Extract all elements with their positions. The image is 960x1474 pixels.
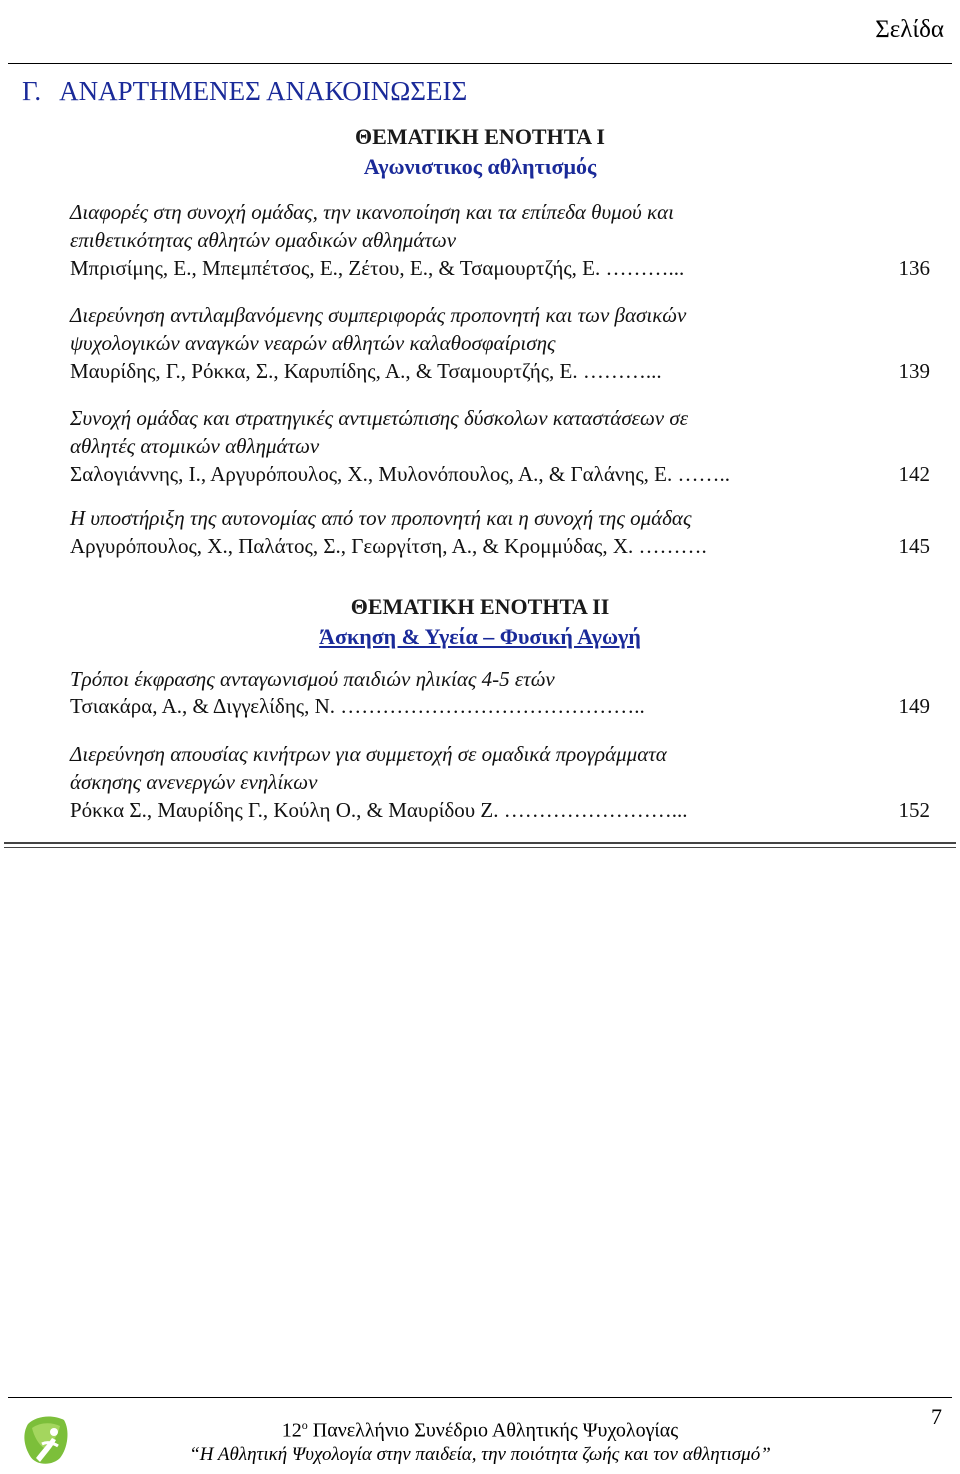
entry-authors: Μαυρίδης, Γ., Ρόκκα, Σ., Καρυπίδης, Α., & Τσαμουρτζής, Ε. ………... xyxy=(70,359,662,383)
footer-conference xyxy=(0,1418,960,1443)
conf-number: 12 xyxy=(281,1419,302,1442)
entry-page: 152 xyxy=(898,798,930,822)
entry-title-line: Διαφορές στη συνοχή ομάδας, την ικανοποίηση και τα επίπεδα θυμού και xyxy=(70,200,674,224)
unit2-title: ΘΕΜΑΤΙΚΗ ΕΝΟΤΗΤΑ ΙΙ xyxy=(350,594,610,619)
entry-page: 142 xyxy=(898,462,930,486)
entry-title-line: άσκησης ανενεργών ενηλίκων xyxy=(70,770,318,794)
entry-page: 145 xyxy=(898,534,930,558)
header-rule xyxy=(8,63,952,64)
entry-title-line: Διερεύνηση αντιλαμβανόμενης συμπεριφοράς προπονητή και των βασικών xyxy=(70,303,687,327)
entry-title-line: Τρόποι έκφρασης ανταγωνισμού παιδιών ηλικίας 4-5 ετών xyxy=(70,667,555,691)
unit1-subtitle: Αγωνιστικος αθλητισμός xyxy=(363,154,597,179)
entry-title-line: επιθετικότητας αθλητών ομαδικών αθλημάτων xyxy=(70,228,457,252)
entry-title-line: Συνοχή ομάδας και στρατηγικές αντιμετώπισης δύσκολων καταστάσεων σε xyxy=(70,406,688,430)
footer-rule xyxy=(8,1397,952,1398)
entry-page: 136 xyxy=(898,256,930,280)
entry-authors: Μπρισίμης, Ε., Μπεμπέτσος, Ε., Ζέτου, Ε., & Τσαμουρτζής, Ε. ………... xyxy=(70,256,685,280)
entry-authors: Σαλογιάννης, Ι., Αργυρόπουλος, Χ., Μυλονόπουλος, Α., & Γαλάνης, Ε. …….. xyxy=(70,462,730,486)
entry-title-line: ψυχολογικών αναγκών νεαρών αθλητών καλαθοσφαίρισης xyxy=(70,331,556,355)
entry-page: 139 xyxy=(898,359,930,383)
section-letter: Γ. xyxy=(22,76,42,106)
entry-authors: Ρόκκα Σ., Μαυρίδης Γ., Κούλη Ο., & Μαυρίδου Ζ. ……………………... xyxy=(70,798,688,822)
conf-ordinal: ο xyxy=(301,1418,308,1432)
entry-page: 149 xyxy=(898,694,930,718)
section-title: ΑΝΑΡΤΗΜΕΝΕΣ ΑΝΑΚΟΙΝΩΣΕΙΣ xyxy=(59,76,468,106)
page-label: Σελίδα xyxy=(875,16,944,43)
entry-title-line: Διερεύνηση απουσίας κινήτρων για συμμετοχή σε ομαδικά προγράμματα xyxy=(70,742,667,766)
unit1-title: ΘΕΜΑΤΙΚΗ ΕΝΟΤΗΤΑ Ι xyxy=(355,124,605,149)
entry-authors: Τσιακάρα, Α., & Διγγελίδης, Ν. …………………………………….. xyxy=(70,694,645,718)
content-end-rule xyxy=(4,847,956,848)
footer-motto: “Η Αθλητική Ψυχολογία στην παιδεία, την ποιότητα ζωής και τον αθλητισμό” xyxy=(189,1444,771,1465)
footer-page-number: 7 xyxy=(931,1404,942,1429)
conf-name: Πανελλήνιο Συνέδριο Αθλητικής Ψυχολογίας xyxy=(307,1419,679,1442)
unit2-subtitle: Άσκηση & Υγεία – Φυσική Αγωγή xyxy=(319,624,641,649)
entry-title-line: αθλητές ατομικών αθλημάτων xyxy=(70,434,320,458)
entry-authors: Αργυρόπουλος, Χ., Παλάτος, Σ., Γεωργίτση, Α., & Κρομμύδας, Χ. ………. xyxy=(70,534,707,558)
entry-title-line: Η υποστήριξη της αυτονομίας από τον προπονητή και η συνοχή της ομάδας xyxy=(70,506,692,530)
content-end-rule xyxy=(4,842,956,844)
section-heading xyxy=(22,76,467,107)
